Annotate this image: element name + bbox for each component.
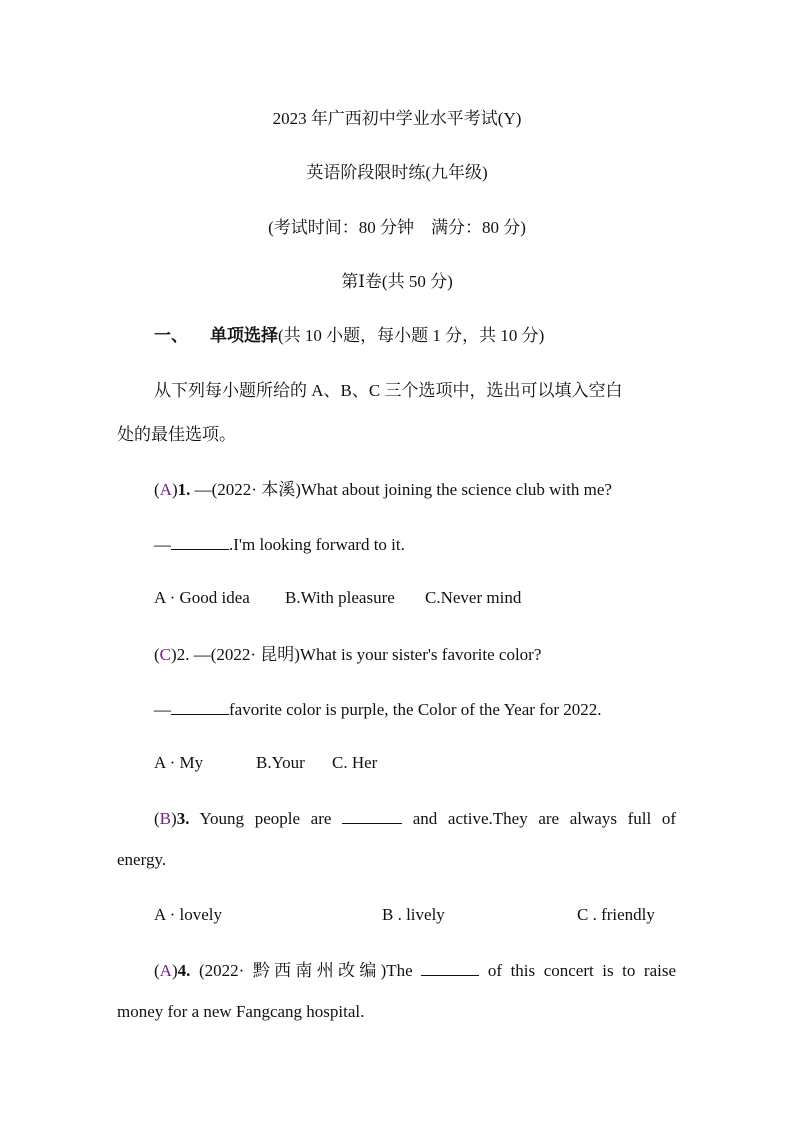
question-2-option-b: B.Your	[256, 753, 305, 772]
question-4-stem-line-2: money for a new Fangcang hospital.	[117, 1002, 365, 1021]
question-3-option-b: B . lively	[382, 905, 445, 924]
answer-blank	[342, 808, 402, 824]
volume-heading: 第Ⅰ卷(共 50 分)	[341, 272, 453, 291]
question-4-stem: (A)4. (2022· 黔西南州改编)The of this concert is to raise	[154, 961, 677, 980]
answer-blank	[171, 534, 229, 550]
question-3-stem: (B)3. Young people are and active.They are always full of	[154, 809, 677, 828]
section-points: (共 10 小题，每小题 1 分，共 10 分)	[278, 326, 545, 345]
question-3-number: 3.	[176, 809, 190, 828]
answer-3: B	[159, 809, 172, 828]
question-1-option-a: A · Good idea	[154, 588, 250, 607]
exam-info: (考试时间：80 分钟 满分：80 分)	[268, 218, 526, 237]
question-1-stem: (A)1. —(2022· 本溪)What about joining the science club with me?	[154, 480, 612, 499]
question-2-number: 2.	[176, 645, 190, 664]
section-heading	[154, 325, 544, 347]
section-number: 一、	[154, 326, 188, 345]
answer-1: A	[159, 480, 172, 499]
question-2-option-a: A · My	[154, 753, 204, 772]
section-name: 单项选择	[210, 326, 278, 345]
question-3-option-c: C . friendly	[577, 905, 655, 924]
question-2-stem: (C)2. —(2022· 昆明)What is your sister's favorite color?	[154, 645, 542, 664]
question-1-option-c: C.Never mind	[425, 588, 522, 607]
question-2-option-c: C. Her	[332, 753, 378, 772]
exam-title: 2023 年广西初中学业水平考试(Y)	[272, 109, 522, 128]
answer-blank	[171, 699, 229, 715]
answer-2: C	[159, 645, 172, 664]
question-1-number: 1.	[177, 480, 191, 499]
instruction-line-2: 处的最佳选项。	[117, 425, 236, 444]
question-3-stem-line-2: energy.	[117, 850, 167, 869]
exam-subtitle: 英语阶段限时练(九年级)	[306, 163, 488, 182]
answer-4: A	[159, 961, 172, 980]
instruction-line-1: 从下列每小题所给的 A、B、C 三个选项中，选出可以填入空白	[154, 381, 623, 400]
question-1-option-b: B.With pleasure	[285, 588, 395, 607]
question-3-option-a: A · lovely	[154, 905, 222, 924]
question-1-text: —(2022· 本溪)What about joining the science club with me?	[194, 480, 612, 499]
question-2-reply: — favorite color is purple, the Color of the Year for 2022.	[154, 700, 602, 719]
question-4-number: 4.	[177, 961, 191, 980]
question-1-reply: — .I'm looking forward to it.	[154, 535, 405, 554]
answer-blank	[421, 960, 479, 976]
question-2-text: —(2022· 昆明)What is your sister's favorite color?	[193, 645, 542, 664]
